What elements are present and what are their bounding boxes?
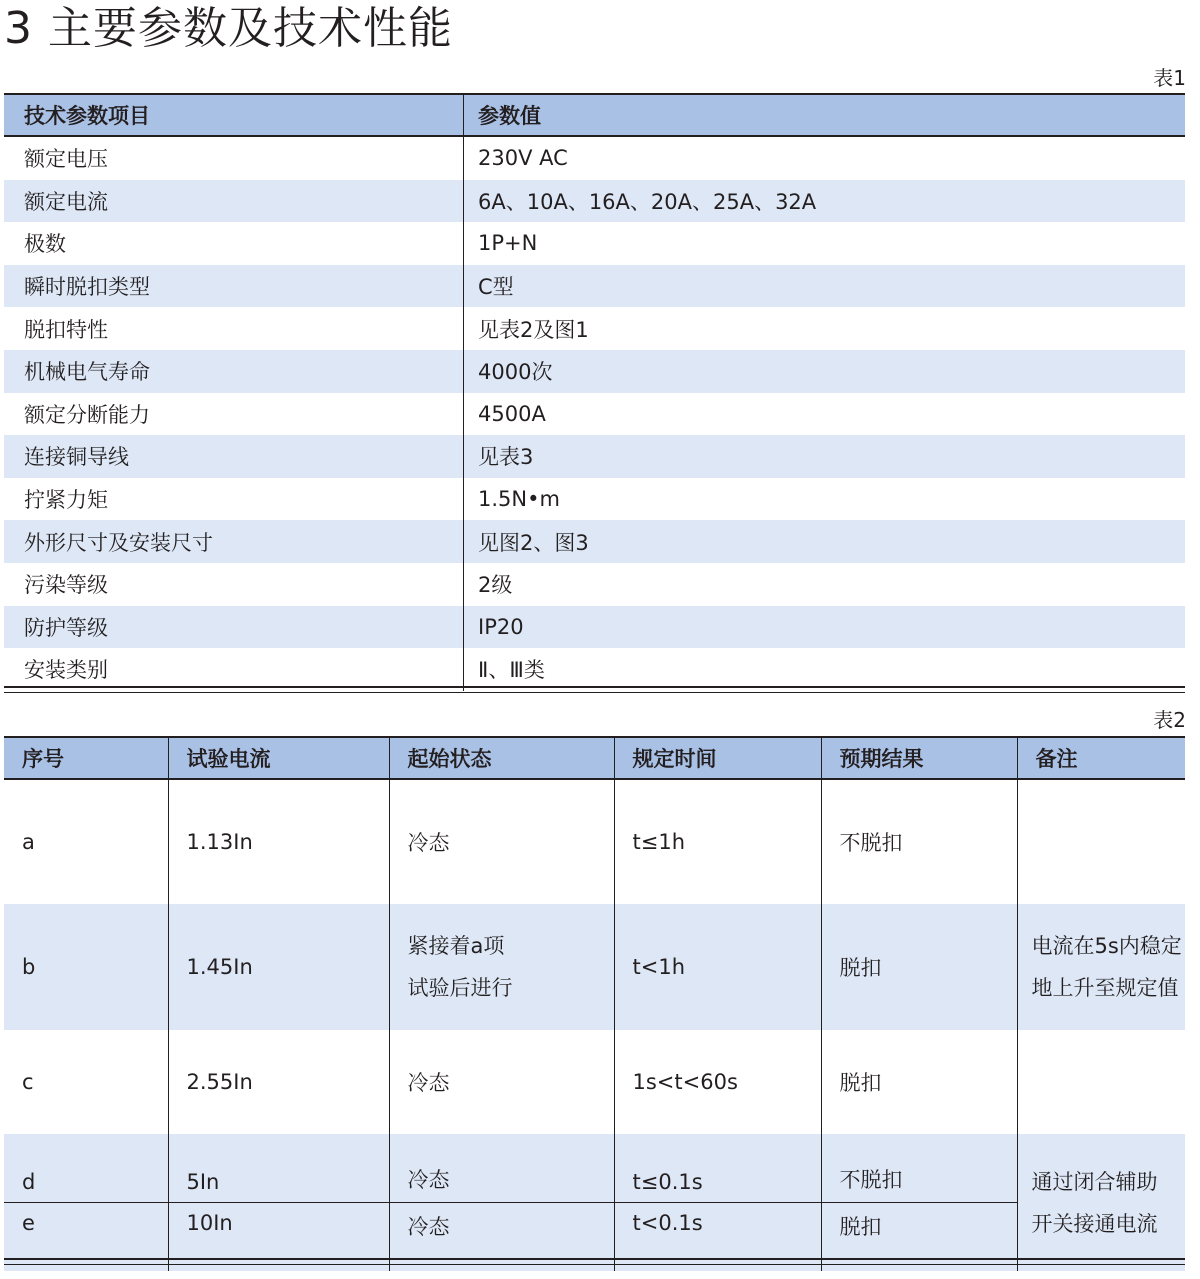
table-row	[4, 606, 1185, 649]
row-result: 脱扣	[821, 1203, 1017, 1272]
table-row	[4, 307, 1185, 350]
row-state: 冷态	[389, 1030, 614, 1134]
parameter-value: 230V AC	[463, 137, 1185, 180]
table-row	[4, 648, 1185, 691]
row-result: 脱扣	[821, 904, 1017, 1030]
parameter-name: 瞬时脱扣类型	[24, 275, 150, 300]
row-result: 脱扣	[821, 1030, 1017, 1134]
row-note	[1017, 779, 1185, 904]
parameter-name: 额定电压	[24, 147, 108, 172]
row-no: a	[4, 779, 168, 904]
table-row	[4, 478, 1185, 521]
row-current: 5In	[168, 1134, 389, 1203]
parameter-value: IP20	[463, 606, 1185, 649]
table1-caption: 表1	[1153, 66, 1186, 90]
row-note-line: 通过闭合辅助	[1031, 1169, 1158, 1194]
parameter-name: 额定分断能力	[24, 402, 150, 427]
section-title: 3 主要参数及技术性能	[4, 3, 453, 54]
parameter-value: 1.5N•m	[463, 478, 1185, 521]
row-state: 冷态	[389, 1134, 614, 1203]
parameter-name: 污染等级	[24, 573, 108, 598]
row-no: c	[4, 1030, 168, 1134]
row-time: t<1h	[614, 904, 821, 1030]
row-result: 不脱扣	[821, 1134, 1017, 1203]
parameter-name: 连接铜导线	[24, 445, 129, 470]
parameter-name: 极数	[24, 232, 66, 257]
row-state: 冷态	[389, 1203, 614, 1272]
row-state	[389, 904, 614, 1030]
row-time: t≤1h	[614, 779, 821, 904]
trip-characteristics-table	[4, 736, 1185, 1271]
row-state-line: 试验后进行	[407, 976, 513, 1000]
row-note-line: 电流在5s内稳定	[1031, 934, 1182, 958]
row-current: 1.45In	[168, 904, 389, 1030]
row-note-line: 地上升至规定值	[1031, 976, 1179, 1000]
parameter-name: 安装类别	[24, 658, 108, 683]
row-time: 1s<t<60s	[614, 1030, 821, 1134]
parameter-value: 6A、10A、16A、20A、25A、32A	[463, 180, 1185, 223]
table2-header-time: 规定时间	[614, 737, 821, 779]
parameter-value: 见表3	[463, 435, 1185, 478]
row-state: 冷态	[389, 779, 614, 904]
parameter-value: 4500A	[463, 393, 1185, 436]
row-note	[1017, 1134, 1185, 1271]
row-time: t<0.1s	[614, 1203, 821, 1272]
table2-caption: 表2	[1153, 708, 1186, 732]
parameter-name: 拧紧力矩	[24, 488, 108, 513]
table1-header-row	[4, 95, 1185, 137]
parameter-value: C型	[463, 265, 1185, 308]
row-note	[1017, 904, 1185, 1030]
table2-header-state: 起始状态	[389, 737, 614, 779]
row-no: b	[4, 904, 168, 1030]
row-result: 不脱扣	[821, 779, 1017, 904]
table-row	[4, 222, 1185, 265]
parameter-name: 防护等级	[24, 615, 108, 640]
table-row	[4, 137, 1185, 180]
table-row	[4, 350, 1185, 393]
row-time: t≤0.1s	[614, 1134, 821, 1203]
table2-bottom-rule	[4, 1258, 1185, 1265]
parameter-name: 外形尺寸及安装尺寸	[24, 530, 213, 555]
table-row	[4, 563, 1185, 606]
parameter-value: 见图2、图3	[463, 520, 1185, 563]
table2-header-result: 预期结果	[821, 737, 1017, 779]
parameter-name: 脱扣特性	[24, 317, 108, 342]
row-state-line: 紧接着a项	[407, 934, 505, 958]
table-row	[4, 435, 1185, 478]
table1-header-value: 参数值	[463, 95, 1185, 135]
table2-header-note: 备注	[1017, 737, 1185, 779]
row-no: e	[4, 1203, 168, 1272]
table2-header-row	[4, 737, 1185, 779]
table-row	[4, 1030, 1185, 1134]
table-row	[4, 779, 1185, 904]
row-current: 1.13In	[168, 779, 389, 904]
row-note	[1017, 1030, 1185, 1134]
parameter-value: Ⅱ、Ⅲ类	[463, 648, 1185, 691]
parameter-value: 1P+N	[463, 222, 1185, 265]
row-no: d	[4, 1134, 168, 1203]
row-current: 2.55In	[168, 1030, 389, 1134]
parameter-value: 见表2及图1	[463, 307, 1185, 350]
table-row	[4, 1134, 1185, 1203]
table2-header-current: 试验电流	[168, 737, 389, 779]
table-row	[4, 393, 1185, 436]
parameters-table	[4, 93, 1185, 691]
table1-bottom-rule	[4, 686, 1185, 693]
table-row	[4, 520, 1185, 563]
parameter-name: 额定电流	[24, 189, 108, 214]
parameter-value: 4000次	[463, 350, 1185, 393]
table-row	[4, 904, 1185, 1030]
table1-header-item: 技术参数项目	[24, 104, 150, 128]
table-row	[4, 180, 1185, 223]
parameter-value: 2级	[463, 563, 1185, 606]
parameter-name: 机械电气寿命	[24, 360, 150, 385]
table-row	[4, 265, 1185, 308]
table1-body	[4, 137, 1185, 691]
table2-header-no: 序号	[4, 737, 168, 779]
row-note-line: 开关接通电流	[1031, 1211, 1158, 1236]
row-current: 10In	[168, 1203, 389, 1272]
